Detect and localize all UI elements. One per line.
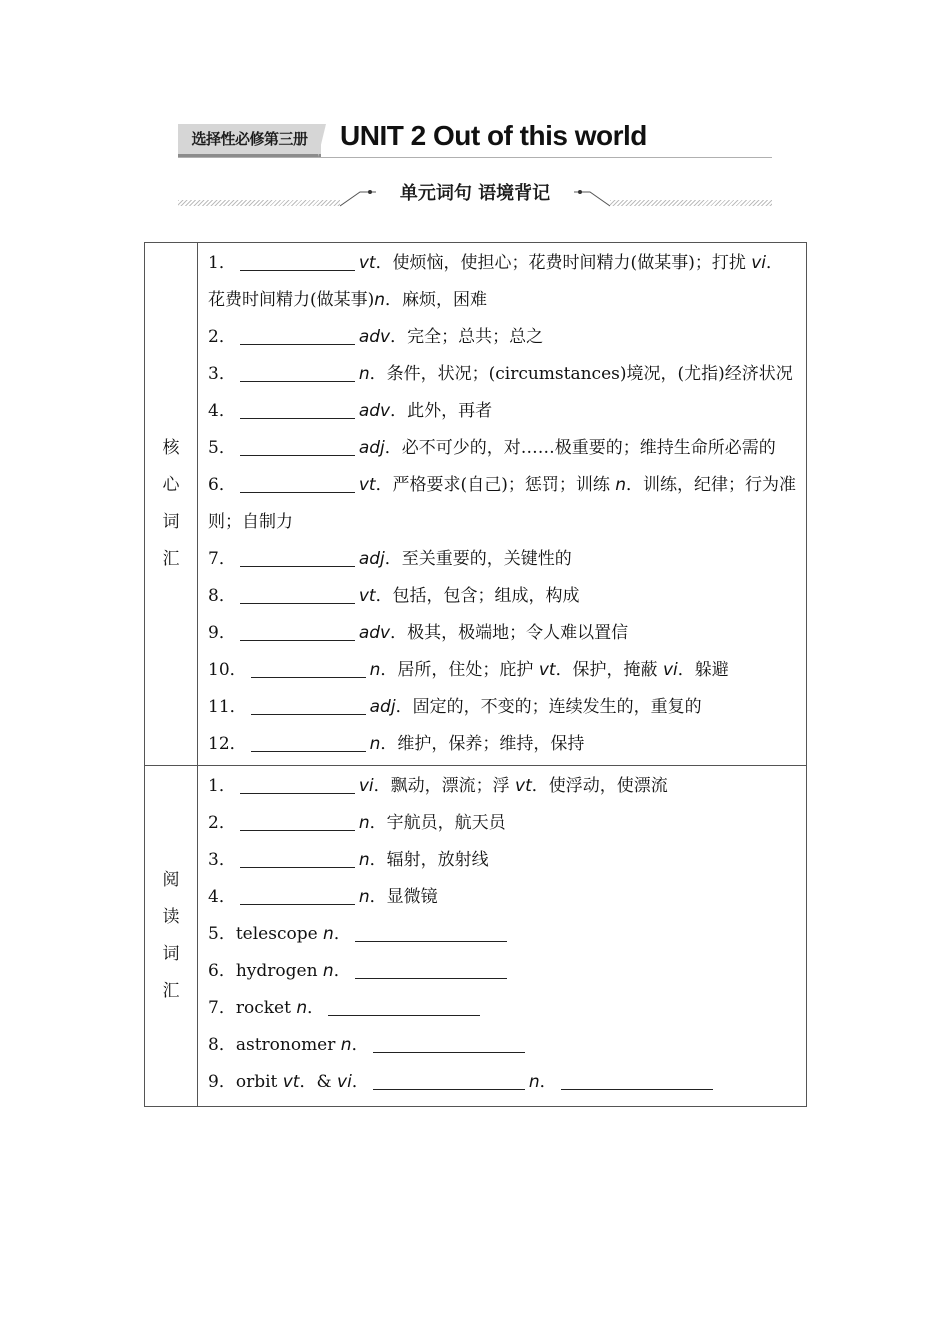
vocab-item — [208, 953, 798, 990]
pos-separator: ． — [333, 924, 351, 944]
answer-blank[interactable] — [240, 623, 355, 641]
part-of-speech: n — [358, 850, 370, 870]
part-of-speech: vt — [515, 776, 532, 796]
item-number: 4． — [208, 401, 236, 421]
item-definition: ．此外，再者 — [390, 401, 493, 421]
answer-blank[interactable] — [561, 1072, 713, 1090]
item-number: 11． — [208, 697, 247, 717]
vocab-item — [208, 245, 798, 319]
vocab-item — [208, 652, 798, 689]
answer-blank[interactable] — [240, 549, 355, 567]
part-of-speech: adv — [358, 401, 391, 421]
item-definition: ．辐射，放射线 — [369, 850, 489, 870]
item-definition: ．严格要求(自己)；惩罚；训练 — [375, 475, 616, 495]
part-of-speech: vt — [282, 1072, 300, 1092]
core-vocab-items — [198, 243, 807, 766]
core-vocab-label — [145, 243, 198, 766]
label-char: 词 — [162, 944, 180, 964]
answer-blank[interactable] — [328, 998, 480, 1016]
pos-separator: ． — [351, 1072, 369, 1092]
part-of-speech: n — [358, 364, 370, 384]
vocab-item — [208, 879, 798, 916]
pos-separator: ．& — [299, 1072, 338, 1092]
part-of-speech: vi — [358, 776, 374, 796]
answer-blank[interactable] — [355, 924, 507, 942]
part-of-speech: vt — [358, 253, 376, 273]
part-of-speech: n — [323, 924, 334, 944]
item-number: 9． — [208, 1072, 236, 1092]
item-number: 10． — [208, 660, 247, 680]
part-of-speech: adj — [358, 438, 385, 458]
english-word: telescope — [235, 924, 324, 944]
english-word: astronomer — [235, 1035, 341, 1055]
item-number: 9． — [208, 623, 236, 643]
item-definition: ．必不可少的，对……极重要的；维持生命所必需的 — [384, 438, 776, 458]
vocab-item — [208, 615, 798, 652]
item-definition: ．保护，掩蔽 — [555, 660, 663, 680]
part-of-speech: adv — [358, 327, 391, 347]
reading-vocab-row — [145, 766, 807, 1107]
answer-blank[interactable] — [251, 734, 366, 752]
label-char: 汇 — [162, 549, 180, 569]
part-of-speech: n — [615, 475, 627, 495]
part-of-speech: vt — [538, 660, 556, 680]
english-word: orbit — [235, 1072, 283, 1092]
vocab-item — [208, 430, 798, 467]
part-of-speech: adj — [358, 549, 385, 569]
answer-blank[interactable] — [240, 401, 355, 419]
part-of-speech: n — [296, 998, 308, 1018]
part-of-speech: vt — [358, 475, 376, 495]
pos-separator: ． — [333, 961, 351, 981]
answer-blank[interactable] — [240, 586, 355, 604]
part-of-speech: n — [374, 290, 386, 310]
part-of-speech: adj — [369, 697, 396, 717]
answer-blank[interactable] — [240, 813, 355, 831]
label-char: 心 — [162, 475, 180, 495]
part-of-speech: n — [358, 813, 370, 833]
badge-tail-decoration — [318, 124, 326, 157]
answer-blank[interactable] — [240, 364, 355, 382]
item-definition: ．固定的，不变的；连续发生的，重复的 — [395, 697, 702, 717]
answer-blank[interactable] — [240, 887, 355, 905]
part-of-speech: vi — [662, 660, 678, 680]
item-number: 7． — [208, 549, 236, 569]
item-definition: ．麻烦，困难 — [385, 290, 488, 310]
answer-blank[interactable] — [251, 697, 366, 715]
item-number: 8． — [208, 586, 236, 606]
answer-blank[interactable] — [355, 961, 507, 979]
item-number: 3． — [208, 850, 236, 870]
reading-vocab-items — [198, 766, 807, 1107]
pos-separator: ． — [351, 1035, 369, 1055]
item-number: 3． — [208, 364, 236, 384]
answer-blank[interactable] — [240, 475, 355, 493]
item-number: 6． — [208, 475, 236, 495]
vocab-item — [208, 356, 798, 393]
label-char: 阅 — [162, 870, 180, 890]
vocab-item — [208, 842, 798, 879]
english-word: rocket — [235, 998, 297, 1018]
answer-blank[interactable] — [373, 1035, 525, 1053]
hatch-left-decoration — [178, 200, 340, 206]
item-definition: ．躲避 — [677, 660, 729, 680]
label-char: 核 — [162, 438, 180, 458]
item-number: 2． — [208, 813, 236, 833]
item-number: 12． — [208, 734, 247, 754]
item-definition: ．完全；总共；总之 — [390, 327, 544, 347]
vocab-item — [208, 1064, 798, 1101]
vocab-item — [208, 393, 798, 430]
item-number: 5． — [208, 438, 236, 458]
item-definition: ．花费时间精力(做某事) — [208, 253, 784, 310]
item-definition: ．包括，包含；组成，构成 — [375, 586, 580, 606]
item-number: 8． — [208, 1035, 236, 1055]
section-banner — [340, 182, 610, 208]
item-definition: ．条件，状况；(circumstances)境况，(尤指)经济状况 — [369, 364, 793, 384]
title-rule — [178, 157, 772, 158]
pos-separator: ． — [307, 998, 325, 1018]
item-definition: ．使浮动，使漂流 — [531, 776, 668, 796]
label-char: 读 — [162, 907, 180, 927]
vocab-item — [208, 726, 798, 763]
answer-blank[interactable] — [240, 850, 355, 868]
vocab-item — [208, 916, 798, 953]
item-number: 7． — [208, 998, 236, 1018]
label-char: 汇 — [162, 981, 180, 1001]
label-char: 词 — [162, 512, 180, 532]
part-of-speech: adv — [358, 623, 391, 643]
item-definition: ．显微镜 — [369, 887, 438, 907]
unit-title: UNIT 2 Out of this world — [340, 120, 647, 151]
vocab-item — [208, 541, 798, 578]
item-number: 1． — [208, 253, 236, 273]
part-of-speech: n — [340, 1035, 352, 1055]
part-of-speech: vt — [358, 586, 376, 606]
vocab-item — [208, 805, 798, 842]
item-number: 2． — [208, 327, 236, 347]
answer-blank[interactable] — [240, 438, 355, 456]
vocab-item — [208, 467, 798, 541]
core-vocab-row — [145, 243, 807, 766]
part-of-speech: vi — [337, 1072, 352, 1092]
vocab-item — [208, 768, 798, 805]
item-number: 6． — [208, 961, 236, 981]
banner-title: 单元词句 语境背记 — [399, 183, 551, 204]
item-definition: ．至关重要的，关键性的 — [384, 549, 572, 569]
reading-vocab-label — [145, 766, 198, 1107]
answer-blank[interactable] — [240, 776, 355, 794]
vocab-item — [208, 319, 798, 356]
answer-blank[interactable] — [240, 253, 355, 271]
answer-blank[interactable] — [251, 660, 366, 678]
item-definition: ．维护，保养；维持，保持 — [380, 734, 585, 754]
item-number: 1． — [208, 776, 236, 796]
item-definition: ．宇航员，航天员 — [369, 813, 506, 833]
item-definition: ．训练，纪律；行为准则；自制力 — [208, 475, 797, 532]
item-definition: ．极其，极端地；令人难以置信 — [390, 623, 629, 643]
part-of-speech: n — [369, 734, 381, 754]
item-number: 5． — [208, 924, 236, 944]
part-of-speech: n — [322, 961, 334, 981]
answer-blank[interactable] — [373, 1072, 525, 1090]
item-definition: ．居所，住处；庇护 — [380, 660, 539, 680]
part-of-speech: n — [369, 660, 381, 680]
item-number: 4． — [208, 887, 236, 907]
item-definition: ．使烦恼，使担心；花费时间精力(做某事)；打扰 — [375, 253, 752, 273]
english-word: hydrogen — [235, 961, 323, 981]
part-of-speech: vi — [751, 253, 767, 273]
answer-blank[interactable] — [240, 327, 355, 345]
vocab-table — [144, 242, 807, 1107]
vocab-item — [208, 990, 798, 1027]
item-definition: ．飘动，漂流；浮 — [373, 776, 516, 796]
vocab-item — [208, 1027, 798, 1064]
pos-separator: ． — [539, 1072, 557, 1092]
vocab-item — [208, 578, 798, 615]
hatch-right-decoration — [610, 200, 772, 206]
book-badge: 选择性必修第三册 — [178, 124, 321, 157]
part-of-speech: n — [358, 887, 370, 907]
part-of-speech: n — [528, 1072, 540, 1092]
vocab-item — [208, 689, 798, 726]
